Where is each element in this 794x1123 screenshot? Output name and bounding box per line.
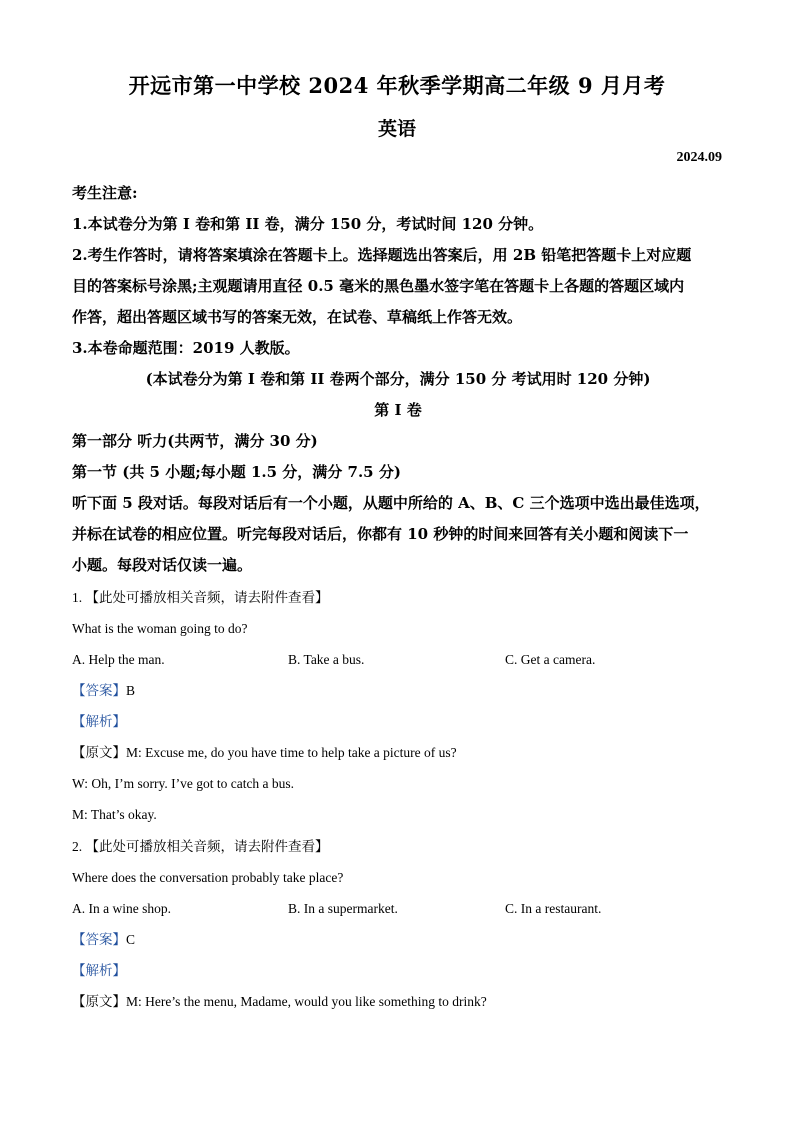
analysis-tag: 【解析】 bbox=[72, 714, 126, 729]
notes-heading: 考生注意: bbox=[72, 184, 138, 202]
answer-value: B bbox=[126, 683, 136, 698]
question-stem: Where does the conversation probably take place? bbox=[72, 870, 344, 885]
exam-title: 开远市第一中学校 2024 年秋季学期高二年级 9 月月考 bbox=[128, 73, 666, 98]
option-b: B. Take a bus. bbox=[288, 652, 365, 667]
script-text: M: Excuse me, do you have time to help take a picture of us? bbox=[126, 745, 457, 760]
note-item-3: 3.本卷命题范围：2019 人教版。 bbox=[72, 339, 300, 357]
script-tag: 【原文】 bbox=[72, 994, 126, 1009]
subject-title: 英语 bbox=[377, 118, 416, 140]
section-heading: 第一节 (共 5 小题;每小题 1.5 分，满分 7.5 分) bbox=[72, 463, 401, 481]
instructions-line-1: 听下面 5 段对话。每段对话后有一个小题，从题中所给的 A、B、C 三个选项中选出最佳选项， bbox=[72, 494, 710, 512]
script-line bbox=[72, 986, 724, 1017]
question-header[interactable]: 2. 【此处可播放相关音频，请去附件查看】 bbox=[72, 839, 329, 854]
question-header[interactable]: 1. 【此处可播放相关音频，请去附件查看】 bbox=[72, 590, 329, 605]
exam-date: 2024.09 bbox=[676, 150, 722, 165]
option-c: C. In a restaurant. bbox=[505, 901, 602, 916]
part-heading: 第一部分 听力(共两节，满分 30 分) bbox=[72, 432, 318, 450]
answer-tag: 【答案】 bbox=[72, 932, 126, 947]
option-b: B. In a supermarket. bbox=[288, 901, 398, 916]
analysis-tag: 【解析】 bbox=[72, 963, 126, 978]
option-a: A. In a wine shop. bbox=[72, 901, 171, 916]
note-item-2-line-2: 目的答案标号涂黑;主观题请用直径 0.5 毫米的黑色墨水签字笔在答题卡上各题的答题区域内 bbox=[72, 277, 685, 295]
volume-heading: 第 I 卷 bbox=[374, 401, 422, 419]
option-c: C. Get a camera. bbox=[505, 652, 596, 667]
answer-tag: 【答案】 bbox=[72, 683, 126, 698]
instructions-line-2: 并标在试卷的相应位置。听完每段对话后，你都有 10 秒钟的时间来回答有关小题和阅读下一 bbox=[72, 525, 689, 543]
answer-line bbox=[72, 675, 724, 706]
note-item-1: 1.本试卷分为第 I 卷和第 II 卷，满分 150 分，考试时间 120 分钟。 bbox=[72, 215, 544, 233]
candidate-notes bbox=[72, 178, 724, 581]
answer-value: C bbox=[126, 932, 136, 947]
note-item-2-line-3: 作答，超出答题区域书写的答案无效，在试卷、草稿纸上作答无效。 bbox=[72, 308, 523, 326]
script-tag: 【原文】 bbox=[72, 745, 126, 760]
question-2 bbox=[72, 831, 724, 1017]
script-line: W: Oh, I’m sorry. I’ve got to catch a bus. bbox=[72, 776, 295, 791]
question-options bbox=[72, 644, 724, 675]
script-line bbox=[72, 737, 724, 768]
question-stem: What is the woman going to do? bbox=[72, 621, 248, 636]
answer-line bbox=[72, 924, 724, 955]
option-a: A. Help the man. bbox=[72, 652, 165, 667]
question-1 bbox=[72, 582, 724, 830]
question-options bbox=[72, 893, 724, 924]
instructions-line-3: 小题。每段对话仅读一遍。 bbox=[72, 556, 253, 574]
exam-summary: (本试卷分为第 I 卷和第 II 卷两个部分，满分 150 分 考试用时 120 分钟) bbox=[145, 370, 651, 388]
script-text: M: Here’s the menu, Madame, would you like something to drink? bbox=[126, 994, 487, 1009]
note-item-2-line-1: 2.考生作答时，请将答案填涂在答题卡上。选择题选出答案后，用 2B 铅笔把答题卡上对应题 bbox=[72, 246, 692, 264]
script-line: M: That’s okay. bbox=[72, 807, 157, 822]
